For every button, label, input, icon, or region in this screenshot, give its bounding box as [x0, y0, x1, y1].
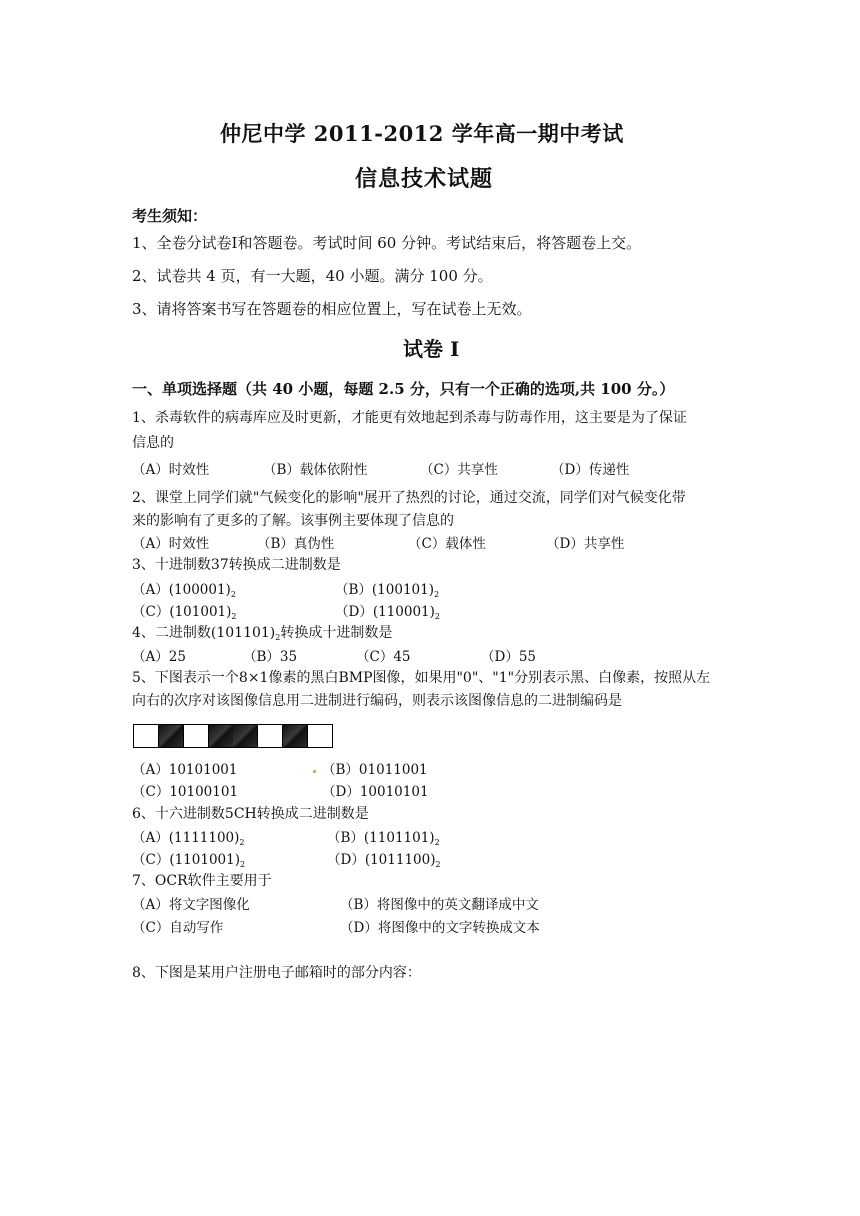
question-8-stem: 8、下图是某用户注册电子邮箱时的部分内容：: [132, 965, 421, 981]
question-5-stem-line-2: 向右的次序对该图像信息用二进制进行编码，则表示该图像信息的二进制编码是: [132, 693, 622, 709]
bmp-pixel-strip: [133, 724, 333, 748]
question-1-stem-line-2: 信息的: [132, 435, 174, 451]
question-7-stem: 7、OCR软件主要用于: [132, 873, 272, 889]
bmp-pixel-3: [183, 725, 209, 747]
question-5-option-c: （C）10100101: [132, 784, 239, 800]
question-2-option-b: （B）真伪性: [257, 536, 335, 552]
question-4-stem: 4、二进制数$(101101)_2$转换成十进制数是: [132, 625, 393, 642]
question-3-option-d: $(D)(110001)_2$: [335, 604, 440, 621]
question-4-option-a: （A）25: [132, 649, 186, 665]
bmp-pixel-4: [209, 725, 233, 747]
question-6-option-b: $(B)(1101101)_2$: [327, 830, 440, 847]
bmp-pixel-5: [233, 725, 257, 747]
bmp-pixel-2: [159, 725, 183, 747]
bmp-pixel-7: [283, 725, 307, 747]
question-6-option-c: $(C)(1101001)_2$: [132, 852, 246, 869]
exam-title: 仲尼中学 2011-2012 学年高一期中考试: [220, 121, 624, 146]
question-7-option-c: （C）自动写作: [132, 920, 224, 936]
question-6-stem: 6、十六进制数5CH转换成二进制数是: [132, 806, 369, 822]
question-2-stem-line-2: 来的影响有了更多的了解。该事例主要体现了信息的: [132, 513, 454, 529]
question-6-option-d: $(D)(1011100)_2$: [327, 852, 441, 869]
notice-item-1: 1、全卷分试卷Ⅰ和答题卷。考试时间 60 分钟。考试结束后，将答题卷上交。: [132, 234, 642, 252]
question-5-option-a: （A）10101001: [132, 762, 238, 778]
question-4-option-b: （B）35: [243, 649, 298, 665]
section-heading: 一、单项选择题（共 40 小题，每题 2.5 分，只有一个正确的选项,共 100 分。）: [132, 380, 675, 398]
question-3-option-c: $(C)(101001)_2$: [132, 604, 237, 621]
question-4-option-d: （D）55: [481, 649, 537, 665]
question-1-option-b: （B）载体依附性: [263, 462, 368, 478]
bmp-pixel-1: [134, 725, 159, 747]
notice-heading: 考生须知：: [132, 207, 208, 225]
question-7-option-a: （A）将文字图像化: [132, 897, 250, 913]
question-6-option-a: $(A)(1111100)_2$: [132, 830, 245, 847]
question-7-option-b: （B）将图像中的英文翻译成中文: [340, 897, 539, 913]
stray-dot: [313, 770, 316, 773]
question-1-stem-line-1: 1、杀毒软件的病毒库应及时更新，才能更有效地起到杀毒与防毒作用，这主要是为了保证: [132, 410, 687, 426]
question-2-option-c: （C）载体性: [408, 536, 486, 552]
question-5-stem-line-1: 5、下图表示一个8×1像素的黑白BMP图像，如果用"0"、"1"分别表示黑、白像素，按照从左: [132, 670, 711, 686]
question-4-option-c: （C）45: [356, 649, 411, 665]
question-3-stem: 3、十进制数37转换成二进制数是: [132, 557, 341, 573]
bmp-pixel-8: [307, 725, 332, 747]
notice-item-3: 3、请将答案书写在答题卷的相应位置上，写在试卷上无效。: [132, 300, 532, 318]
question-1-option-a: （A）时效性: [132, 462, 210, 478]
question-5-option-d: （D）10010101: [322, 784, 429, 800]
question-2-option-a: （A）时效性: [132, 536, 210, 552]
bmp-pixel-6: [257, 725, 283, 747]
notice-item-2: 2、试卷共 4 页，有一大题，40 小题。满分 100 分。: [132, 267, 493, 285]
question-2-stem-line-1: 2、课堂上同学们就"气候变化的影响"展开了热烈的讨论，通过交流，同学们对气候变化带: [132, 490, 686, 506]
paper-title: 试卷 I: [403, 337, 460, 361]
exam-subtitle: 信息技术试题: [355, 166, 494, 192]
question-3-option-a: $(A)(100001)_2$: [132, 582, 236, 599]
question-7-option-d: （D）将图像中的文字转换成文本: [340, 920, 540, 936]
question-2-option-d: （D）共享性: [546, 536, 625, 552]
question-3-option-b: $(B)(100101)_2$: [335, 582, 440, 599]
question-5-option-b: （B）01011001: [322, 762, 428, 778]
question-1-option-c: （C）共享性: [420, 462, 498, 478]
question-1-option-d: （D）传递性: [551, 462, 630, 478]
